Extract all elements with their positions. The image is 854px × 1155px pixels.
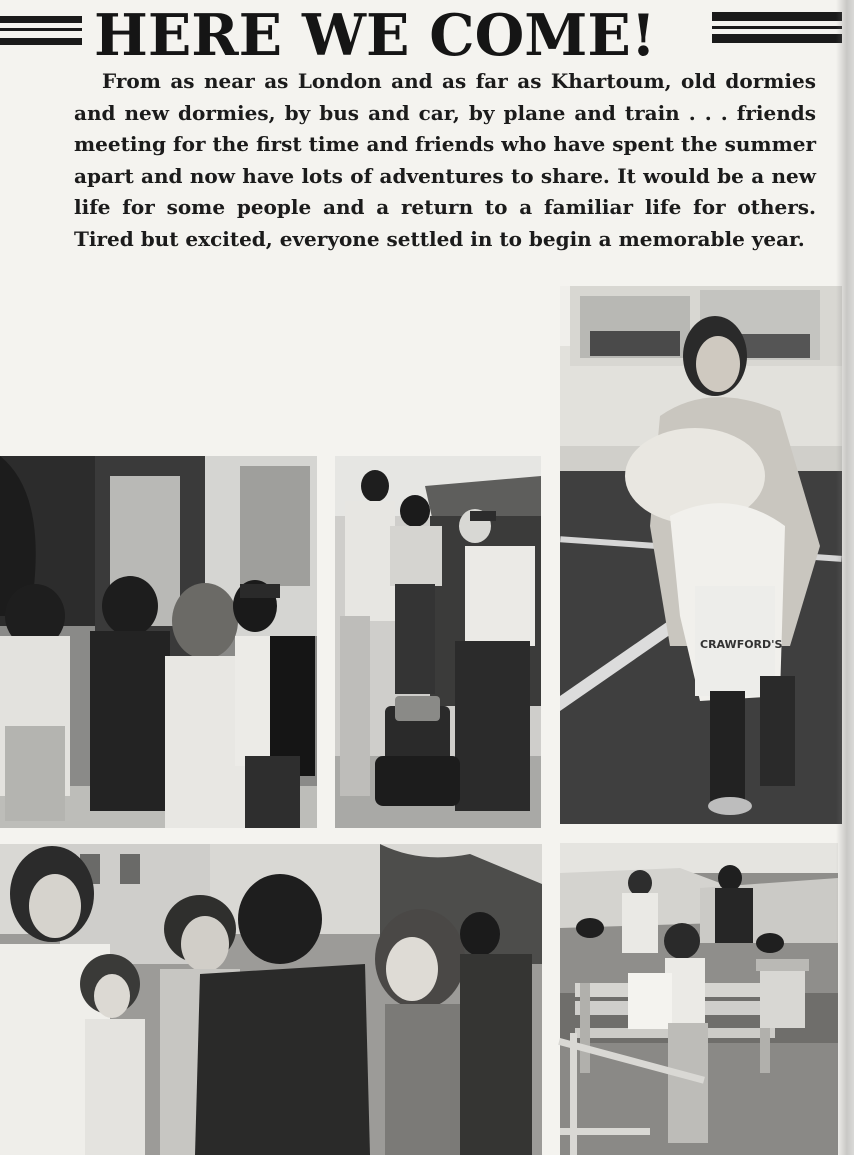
decorative-rule bbox=[712, 34, 842, 43]
page-binding-edge bbox=[836, 0, 854, 1155]
photo-unloading-luggage bbox=[335, 456, 541, 828]
photo-student-carrying-bedding bbox=[560, 286, 842, 824]
shirt-print-text bbox=[0, 574, 1, 625]
photo-friends-at-bus-door bbox=[0, 456, 317, 828]
intro-paragraph: From as near as London and as far as Khartoum, old dormies and new dormies, by bus and car, by plane and train . . . friends meeting for the first time and friends who have spent the summer apart and now have lots of adventures to share. It would be a new life for some people and a return to a familiar life for others. Tired but excited, everyone settled in to begin a memorable year. bbox=[74, 69, 816, 251]
page-headline: HERE WE COME! bbox=[94, 2, 656, 69]
decorative-rule bbox=[0, 16, 82, 23]
decorative-rule bbox=[0, 28, 82, 31]
photo-parking-lot-bench bbox=[560, 843, 838, 1155]
photo-crowd-of-students bbox=[0, 844, 542, 1155]
bag-print-text: CRAWFORD'S bbox=[700, 638, 783, 651]
decorative-rule bbox=[712, 12, 842, 21]
decorative-rule bbox=[0, 38, 82, 45]
decorative-rule bbox=[712, 26, 842, 29]
